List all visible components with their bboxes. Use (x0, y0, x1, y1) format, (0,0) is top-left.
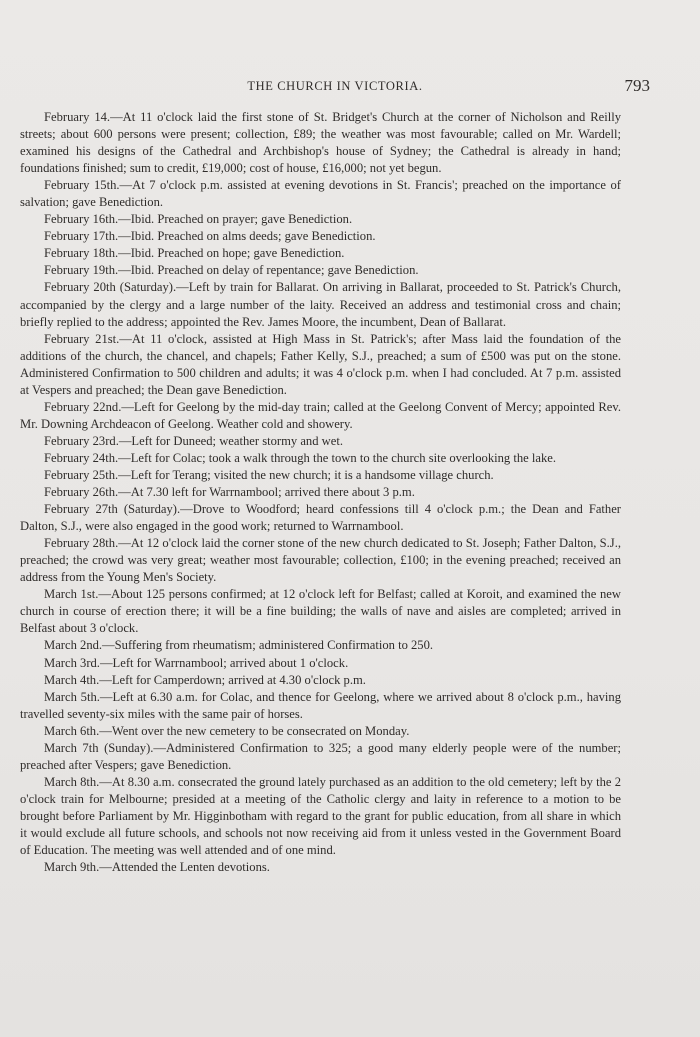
diary-entry-feb-27: February 27th (Saturday).—Drove to Woodford; heard confessions till 4 o'clock p.m.; the Dean and Father Dalton, S.J., were also engaged in the good work; returned to Warrnambool. (20, 502, 621, 534)
diary-entry-feb-19: February 19th.—Ibid. Preached on delay of repentance; gave Benediction. (44, 263, 419, 278)
diary-entry-feb-25: February 25th.—Left for Terang; visited the new church; it is a handsome village church. (44, 467, 494, 482)
diary-entry-mar-8: March 8th.—At 8.30 a.m. consecrated the ground lately purchased as an addition to the old cemetery; left by the 2 o'clock train for Melbourne; presided at a meeting of the Catholic clergy and laity in reference to a motion to be brought before Parliament by Mr. Higginbotham with regard to the grant for public education, from all share in which it would exclude all future schools, and schools not now receiving aid from it unless vested in the Government Board of Education. The meeting was well attended and of one mind. (20, 774, 621, 858)
diary-entry-feb-16: February 16th.—Ibid. Preached on prayer; gave Benediction. (44, 212, 353, 227)
diary-entry-mar-4: March 4th.—Left for Camperdown; arrived at 4.30 o'clock p.m. (44, 672, 366, 687)
diary-entry-mar-7: March 7th (Sunday).—Administered Confirmation to 325; a good many elderly people were of the number; preached after Vespers; gave Benediction. (20, 740, 621, 772)
diary-entry-mar-5: March 5th.—Left at 6.30 a.m. for Colac, and thence for Geelong, where we arrived about 8 o'clock p.m., having travelled seventy-six miles with the same pair of horses. (20, 689, 621, 721)
running-title: THE CHURCH IN VICTORIA. (247, 79, 423, 93)
diary-entries (20, 109, 621, 876)
diary-entry-feb-26: February 26th.—At 7.30 left for Warrnambool; arrived there about 3 p.m. (44, 485, 415, 500)
diary-entry-mar-2: March 2nd.—Suffering from rheumatism; administered Confirmation to 250. (44, 638, 434, 653)
diary-entry-feb-18: February 18th.—Ibid. Preached on hope; gave Benediction. (44, 246, 345, 261)
diary-entry-feb-15: February 15th.—At 7 o'clock p.m. assisted at evening devotions in St. Francis'; preached on the importance of salvation; gave Benediction. (20, 178, 621, 210)
diary-entry-mar-9: March 9th.—Attended the Lenten devotions. (44, 860, 270, 875)
diary-entry-feb-21: February 21st.—At 11 o'clock, assisted at High Mass in St. Patrick's; after Mass laid the foundation of the additions of the church, the chancel, and chapels; Father Kelly, S.J., preached; a sum of £500 was put on the stone. Administered Confirmation to 500 children and adults; it was 4 o'clock p.m. when I had concluded. At 7 p.m. assisted at Vespers and preached; the Dean gave Benediction. (20, 331, 621, 397)
running-head (20, 76, 650, 98)
diary-entry-feb-28: February 28th.—At 12 o'clock laid the corner stone of the new church dedicated to St. Joseph; Father Dalton, S.J., preached; the crowd was very great; weather most favourable; collection, £100; in the evening preached; received an address from the Young Men's Society. (20, 536, 621, 585)
diary-entry-feb-22: February 22nd.—Left for Geelong by the mid-day train; called at the Geelong Convent of Mercy; appointed Rev. Mr. Downing Archdeacon of Geelong. Weather cold and showery. (20, 399, 621, 431)
diary-entry-feb-20: February 20th (Saturday).—Left by train for Ballarat. On arriving in Ballarat, proceeded to St. Patrick's Church, accompanied by the clergy and a large number of the laity. Received an address and testimonial cross and chain; briefly replied to the address; appointed the Rev. James Moore, the incumbent, Dean of Ballarat. (20, 280, 621, 329)
diary-entry-mar-3: March 3rd.—Left for Warrnambool; arrived about 1 o'clock. (44, 655, 349, 670)
diary-entry-feb-17: February 17th.—Ibid. Preached on alms deeds; gave Benediction. (44, 229, 376, 244)
diary-entry-feb-14: February 14.—At 11 o'clock laid the first stone of St. Bridget's Church at the corner of Nicholson and Reilly streets; about 600 persons were present; collection, £89; the weather was most favourable; called on Mr. Wardell; examined his designs of the Cathedral and Archbishop's house of Sydney; the Cathedral is already in hand; foundations finished; sum to credit, £19,000; cost of house, £16,000; not yet begun. (20, 110, 621, 176)
diary-entry-mar-1: March 1st.—About 125 persons confirmed; at 12 o'clock left for Belfast; called at Koroit, and examined the new church in course of erection there; it will be a fine building; the walls of nave and aisles are completed; arrived in Belfast about 3 o'clock. (20, 587, 621, 636)
diary-entry-feb-23: February 23rd.—Left for Duneed; weather stormy and wet. (44, 433, 344, 448)
page-number: 793 (624, 76, 650, 95)
diary-entry-mar-6: March 6th.—Went over the new cemetery to be consecrated on Monday. (44, 723, 410, 738)
diary-entry-feb-24: February 24th.—Left for Colac; took a walk through the town to the church site overlooking the lake. (44, 450, 557, 465)
